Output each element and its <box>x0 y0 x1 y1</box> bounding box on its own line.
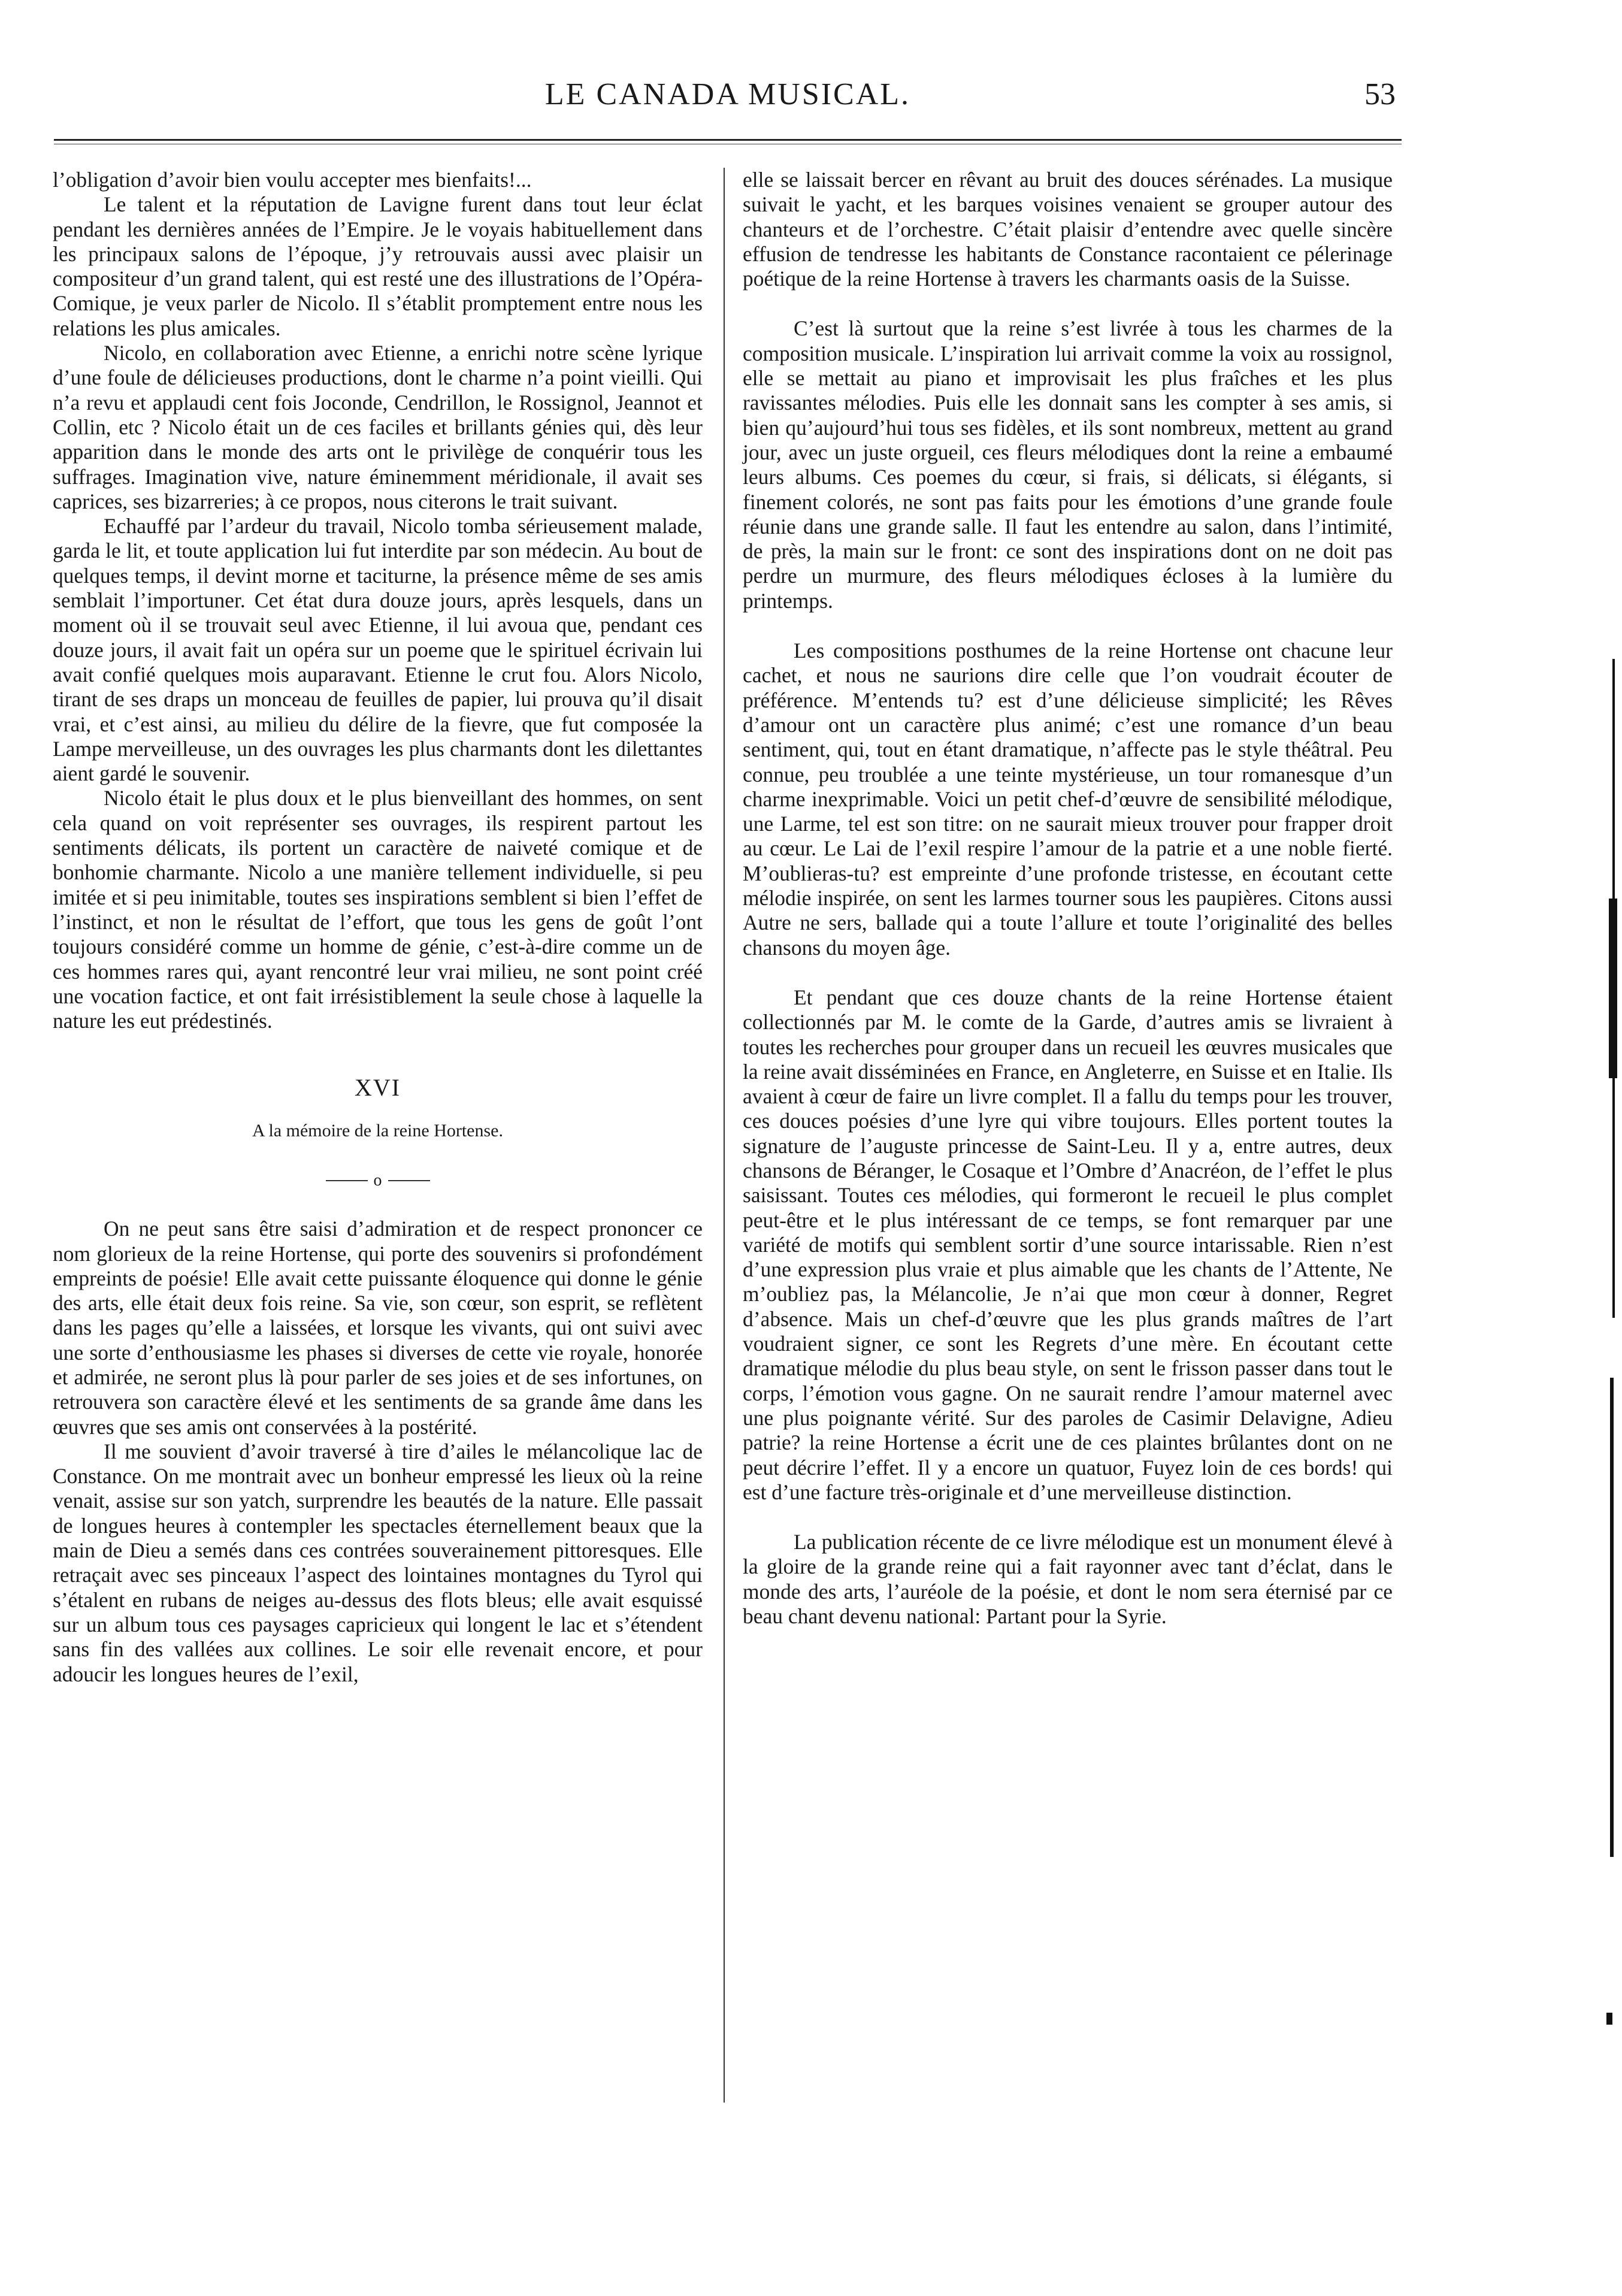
section-heading: XVI <box>354 1074 401 1102</box>
left-column <box>53 168 703 1687</box>
paragraph: Nicolo était le plus doux et le plus bienveillant des hommes, on sent cela quand on voit représenter ses ouvrages, ils respirent partout les sentiments délicats, ils portent un caractère de naiveté comique et de bonhomie charmante. Nicolo a une manière tellement individuelle, si peu imitée et si peu inimitable, toutes ses inspirations semblent si bien l’effet de l’instinct, et non le résultat de l’effort, que tous les gens de goût l’ont toujours considéré comme un homme de génie, c’est-à-dire comme un de ces hommes rares qui, ayant rencontré leur vrai milieu, ne sont point créé une vocation factice, et ont fait irrésistiblement la seule chose à laquelle la nature les eut prédestinés. <box>53 786 703 1033</box>
journal-title: LE CANADA MUSICAL. <box>544 77 911 111</box>
paragraph: C’est là surtout que la reine s’est livrée à tous les charmes de la composition musicale. L’inspiration lui arrivait comme la voix au rossignol, elle se mettait au piano et improvisait les plus fraîches et les plus ravissantes mélodies. Puis elle les donnait sans les compter à ses amis, si bien qu’aujourd’hui tous ses fidèles, et ils sont nombreux, mettent au grand jour, avec un juste orgueil, ces fleurs mélodiques dont la reine a embaumé leurs albums. Ces poemes du cœur, si frais, si délicats, si élégants, si finement colorés, ne sont pas faits pour les émotions d’une grande foule réunie dans une grande salle. Il faut les entendre au salon, dans l’intimité, de près, la main sur le front: ce sont des inspirations dont on ne doit pas perdre un murmure, des fleurs mélodiques écloses à la lumière du printemps. <box>743 316 1393 613</box>
column-divider <box>724 168 725 2103</box>
paragraph: Les compositions posthumes de la reine Hortense ont chacune leur cachet, et nous ne saurions dire celle que l’on voudrait écouter de préférence. M’entends tu? est d’une délicieuse simplicité; les Rêves d’amour ont un caractère plus animé; c’est une romance d’un beau sentiment, qui, tout en étant dramatique, n’affecte pas le style théâtral. Peu connue, peu troublée a une teinte mystérieuse, un tour romanesque d’un charme inexprimable. Voici un petit chef-d’œuvre de sensibilité mélodique, une Larme, tel est son titre: on ne saurait mieux trouver pour frapper droit au cœur. Le Lai de l’exil respire l’amour de la patrie et a une noble fierté. M’oublieras-tu? est empreinte d’une profonde tristesse, en écoutant cette mélodie inspirée, on sent les larmes tourner sous les paupières. Citons aussi Autre ne sers, ballade qui a toute l’allure et toute l’originalité des belles chansons du moyen âge. <box>743 639 1393 960</box>
separator: o <box>53 1167 703 1193</box>
section-subtitle: A la mémoire de la reine Hortense. <box>252 1120 503 1141</box>
header-rule <box>54 139 1402 144</box>
page-header <box>60 77 1396 125</box>
paragraph: l’obligation d’avoir bien voulu accepter mes bienfaits!... <box>53 168 532 192</box>
paragraph: La publication récente de ce livre mélodique est un monument élevé à la gloire de la grande reine qui a fait rayonner avec tant d’éclat, dans le monde des arts, l’auréole de la poésie, et dont le nom sera éternisé par ce beau chant devenu national: Partant pour la Syrie. <box>743 1530 1393 1629</box>
paragraph: Echauffé par l’ardeur du travail, Nicolo tomba sérieusement malade, garda le lit, et toute application lui fut interdite par son médecin. Au bout de quelques temps, il devint morne et taciturne, la présence même de ses amis semblait l’importuner. Cet état dura douze jours, après lesquels, dans un moment où il se trouvait seul avec Etienne, il lui avoua que, pendant ces douze jours, il avait fait un opéra sur un poeme que le spirituel écrivain lui avait confié quelques mois auparavant. Etienne le crut fou. Alors Nicolo, tirant de ses draps un monceau de feuilles de papier, lui prouva qu’il disait vrai, et c’est ainsi, au milieu du délire de la fievre, que fut composée la Lampe merveilleuse, un des ouvrages les plus charmants dont les dilettantes aient gardé le souvenir. <box>53 514 703 786</box>
page-number: 53 <box>1364 77 1396 111</box>
paragraph: On ne peut sans être saisi d’admiration et de respect prononcer ce nom glorieux de la reine Hortense, qui porte des souvenirs si profondément empreints de poésie! Elle avait cette puissante éloquence qui donne le génie des arts, elle était deux fois reine. Sa vie, son cœur, son esprit, se reflètent dans les pages qu’elle a laissées, et lorsque les vivants, qui ont suivi avec une sorte d’enthousiasme les phases si diverses de cette vie royale, honorée et admirée, ne seront plus là pour parler de ses joies et de ses infortunes, on retrouvera son caractère élevé et les sentiments de sa grande âme dans les œuvres que ses amis ont conservées à la postérité. <box>53 1217 703 1439</box>
paragraph: elle se laissait bercer en rêvant au bruit des douces sérénades. La musique suivait le yacht, et les barques voisines venaient se grouper autour des chanteurs et de l’orchestre. C’était plaisir d’entendre avec quelle sincère effusion de tendresse les habitants de Constance racontaient ce pélerinage poétique de la reine Hortense à travers les charmants oasis de la Suisse. <box>743 168 1393 291</box>
paragraph: Le talent et la réputation de Lavigne furent dans tout leur éclat pendant les dernières années de l’Empire. Je le voyais habituellement dans les principaux salons de l’époque, j’y retrouvais aussi avec plaisir un compositeur d’un grand talent, qui est resté une des illustrations de l’Opéra-Comique, je veux parler de Nicolo. Il s’établit promptement entre nous les relations les plus amicales. <box>53 192 703 340</box>
paragraph: Et pendant que ces douze chants de la reine Hortense étaient collectionnés par M. le comte de la Garde, d’autres amis se livraient à toutes les recherches pour grouper dans un recueil les œuvres musicales que la reine avait disséminées en France, en Angleterre, en Suisse et en Italie. Ils avaient à cœur de faire un livre complet. Il a fallu du temps pour les trouver, ces douces poésies d’une lyre qui vibre toujours. Elles portent toutes la signature de l’auguste princesse de Saint-Leu. Il y a, entre autres, deux chansons de Béranger, le Cosaque et l’Ombre d’Anacréon, de l’effet le plus saisissant. Toutes ces mélodies, qui formeront le recueil le plus complet peut-être et le plus intéressant de ce temps, se font remarquer par une variété de motifs qui semblent sortir d’une source intarissable. Rien n’est d’une expression plus vraie et plus aimable que les chants de l’Attente, Ne m’oubliez pas, la Mélancolie, Je n’ai que mon cœur à donner, Regret d’absence. Mais un chef-d’œuvre que les plus grands maîtres de l’art voudraient signer, ce sont les Regrets d’une mère. En écoutant cette dramatique mélodie du plus beau style, on sent le frisson passer dans tout le corps, l’émotion vous gagne. On ne saurait rendre l’amour maternel avec une plus poignante vérité. Sur des paroles de Casimir Delavigne, Adieu patrie? la reine Hortense a écrit une de ces plaintes brûlantes dont on ne peut décrire l’effet. Il y a encore un quatuor, Fuyez loin de ces bords! qui est d’une facture très-originale et d’une merveilleuse distinction. <box>743 985 1393 1504</box>
paragraph: Il me souvient d’avoir traversé à tire d’ailes le mélancolique lac de Constance. On me montrait avec un bonheur empressé les lieux où la reine venait, assise sur son yatch, surprendre les beautés de la nature. Elle passait de longues heures à contempler les spectacles éternellement beaux que la main de Dieu a semés dans ces contrées souverainement pittoresques. Elle retraçait avec ses pinceaux l’aspect des lointaines montagnes du Tyrol qui s’étalent en rubans de neiges au-dessus des flots bleus; elle avait esquissé sur un album tous ces paysages capricieux qui longent le lac et s’étendent sans fin des vallées aux collines. Le soir elle revenait encore, et pour adoucir les longues heures de l’exil, <box>53 1439 703 1686</box>
scan-edge-marks <box>1598 0 1622 2296</box>
right-column <box>743 168 1393 1629</box>
paragraph: Nicolo, en collaboration avec Etienne, a enrichi notre scène lyrique d’une foule de délicieuses productions, dont le charme n’a point vieilli. Qui n’a revu et applaudi cent fois Joconde, Cendrillon, le Rossignol, Jeannot et Collin, etc ? Nicolo était un de ces faciles et brillants génies qui, dès leur apparition dans le monde des arts ont le privilège de conquérir tous les suffrages. Imagination vive, nature éminemment méridionale, il avait ses caprices, ses bizarreries; à ce propos, nous citerons le trait suivant. <box>53 341 703 513</box>
